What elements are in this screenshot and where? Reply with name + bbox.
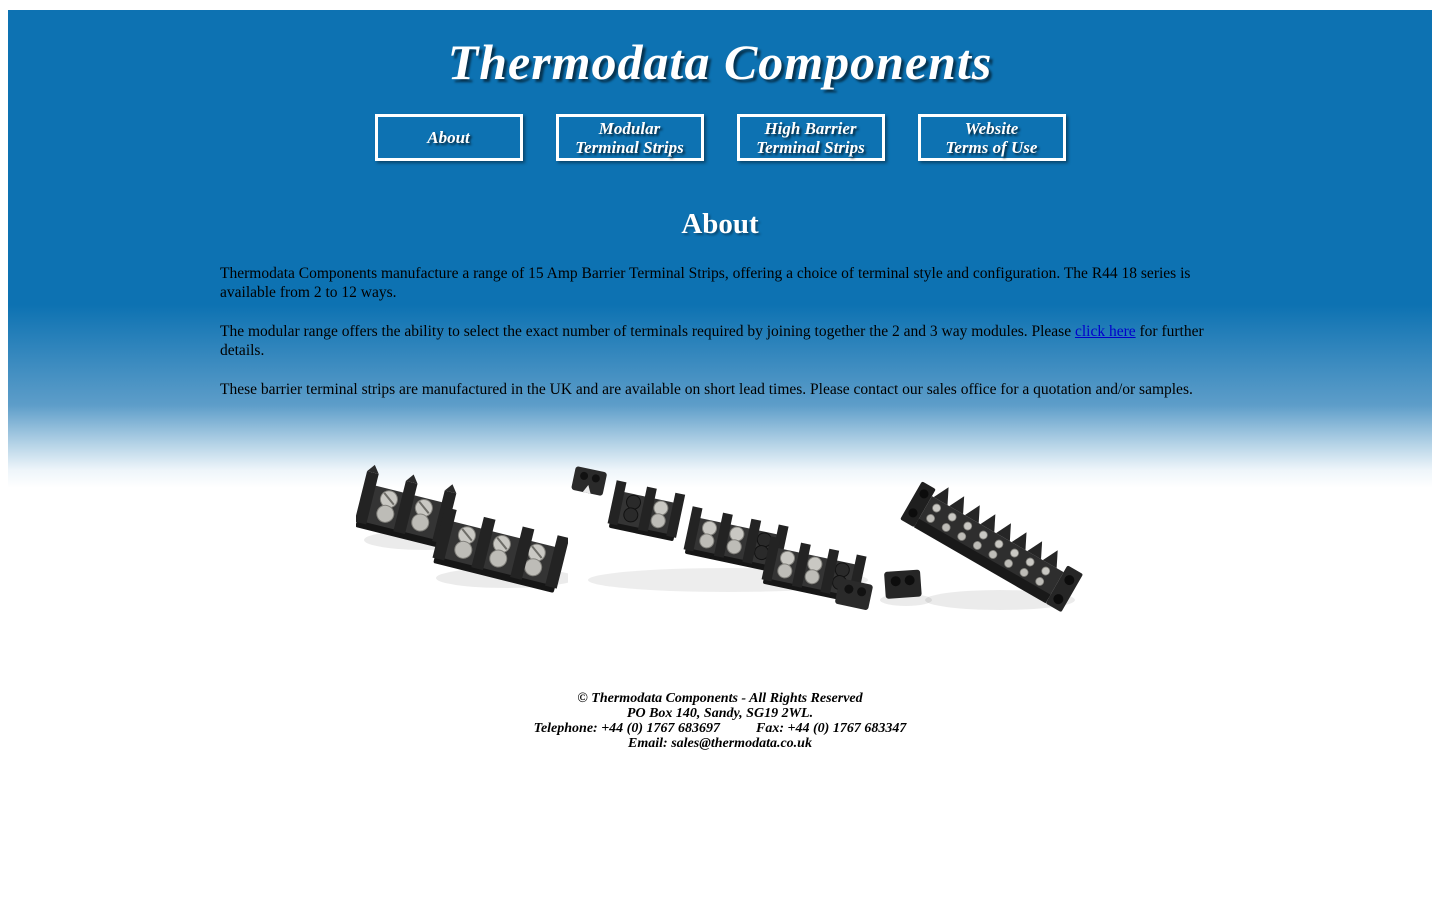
main-nav	[8, 114, 1432, 161]
product-photo-modular-pair	[356, 450, 568, 605]
main-content	[8, 209, 1432, 791]
page-background	[8, 10, 1432, 900]
nav-button-label: Terminal Strips	[575, 137, 684, 157]
product-photo-barrier-strip	[880, 450, 1085, 633]
intro-paragraph: Thermodata Components manufacture a range of 15 Amp Barrier Terminal Strips, offering a choice of terminal style and configuration. The R44 18 series is available from 2 to 12 ways.	[220, 265, 1191, 301]
nav-button-high-barrier-terminal-strips[interactable]	[737, 114, 885, 161]
terminal-blocks-pair-image	[356, 450, 568, 600]
nav-button-label: Modular	[598, 118, 661, 138]
site-header	[8, 10, 1432, 161]
footer-fax: Fax: +44 (0) 1767 683347	[756, 720, 907, 736]
site-footer	[8, 691, 1432, 791]
footer-address: PO Box 140, Sandy, SG19 2WL.	[626, 705, 814, 721]
footer-copyright: © Thermodata Components - All Rights Reserved	[577, 690, 863, 706]
footer-telephone: Telephone: +44 (0) 1767 683697	[533, 720, 721, 736]
leadtime-paragraph: These barrier terminal strips are manufactured in the UK and are available on short lead times. Please contact our sales office for a quotation and/or samples.	[220, 381, 1193, 398]
product-photo-modular-chain	[568, 450, 880, 623]
footer-phone-line	[8, 721, 1432, 736]
nav-button-label: About	[427, 128, 470, 147]
nav-button-website-terms-of-use[interactable]	[918, 114, 1066, 161]
nav-button-about[interactable]	[375, 114, 523, 161]
nav-button-label: Terms of Use	[945, 137, 1038, 157]
click-here-link[interactable]: click here	[1074, 323, 1136, 340]
terminal-strip-chain-image	[568, 450, 880, 618]
nav-button-label: High Barrier	[764, 118, 857, 138]
modular-paragraph-before: The modular range offers the ability to select the exact number of terminals required by joining together the 2 and 3 way modules. Please	[220, 323, 1075, 340]
footer-email: Email: sales@thermodata.co.uk	[628, 735, 812, 751]
modular-paragraph	[220, 323, 1220, 360]
page-title: About	[681, 208, 759, 240]
nav-button-modular-terminal-strips[interactable]	[556, 114, 704, 161]
nav-button-label: Terminal Strips	[756, 137, 865, 157]
nav-button-label: Website	[964, 118, 1019, 138]
site-title: Thermodata Components	[447, 34, 993, 90]
about-text-block	[220, 265, 1220, 400]
modular-paragraph-after: for further details.	[220, 323, 1204, 359]
product-photos	[8, 450, 1432, 633]
barrier-strip-image	[880, 450, 1085, 628]
